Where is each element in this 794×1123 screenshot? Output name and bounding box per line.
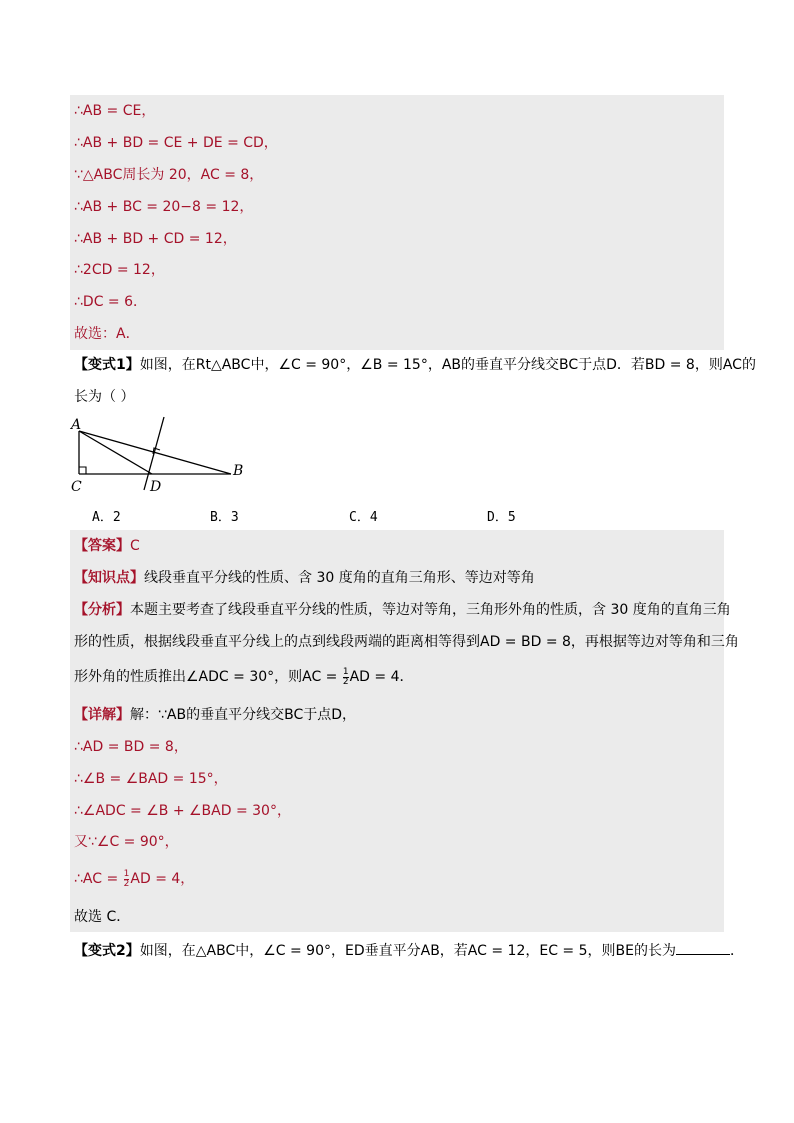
fraction-numerator: 1 xyxy=(123,868,130,879)
solution-line: ∴AB + BC = 20−8 = 12， xyxy=(74,199,254,215)
variant2-tag: 【变式2】 xyxy=(74,943,140,959)
solution-line: ∴AB + BD = CE + DE = CD， xyxy=(74,135,278,151)
segment-ad xyxy=(79,431,152,474)
right-angle-mark-c xyxy=(79,467,86,474)
answer-line xyxy=(74,536,140,556)
analysis-tag: 【分析】 xyxy=(74,602,130,618)
label-b: B xyxy=(233,463,244,479)
variant1-question-text: 如图，在Rt△ABC中，∠C = 90°，∠B = 15°，AB的垂直平分线交BC于点D．若BD = 8，则AC的 xyxy=(139,357,756,373)
option-d: D．5 xyxy=(487,510,516,525)
segment-ab xyxy=(79,431,231,474)
variant1-question-line2: 长为（ ） xyxy=(74,389,135,405)
analysis-text-1: 本题主要考查了线段垂直平分线的性质，等边对等角，三角形外角的性质，含 30 度角的直角三角 xyxy=(130,602,731,618)
option-b: B．3 xyxy=(210,510,239,525)
knowledge-line xyxy=(74,568,535,588)
solution-line: ∵△ABC周长为 20，AC = 8， xyxy=(74,167,264,183)
solution-line: ∴2CD = 12， xyxy=(74,262,165,278)
variant2-question xyxy=(74,940,744,961)
fraction-denominator: 2 xyxy=(123,878,130,889)
solution-line: ∴DC = 6． xyxy=(74,294,148,310)
detail-line: 又∵∠C = 90°， xyxy=(74,834,179,850)
solution-line: ∴AB = CE， xyxy=(74,103,156,119)
analysis-line1 xyxy=(74,600,731,620)
variant1-question-line1 xyxy=(74,355,756,375)
detail-line-intro xyxy=(74,705,356,725)
variant2-text: 如图，在△ABC中，∠C = 90°，ED垂直平分AB，若AC = 12，EC = 5，则BE的长为 xyxy=(139,943,676,959)
answer-value: C xyxy=(130,538,140,554)
variant1-tag: 【变式1】 xyxy=(74,357,140,373)
knowledge-text: 线段垂直平分线的性质、含 30 度角的直角三角形、等边对等角 xyxy=(144,570,535,586)
detail-last-post: AD = 4， xyxy=(130,871,195,887)
detail-conclusion: 故选 C． xyxy=(74,909,131,925)
fraction-half xyxy=(124,870,130,889)
detail-line: ∴AD = BD = 8， xyxy=(74,739,188,755)
label-a: A xyxy=(71,417,82,433)
solution-conclusion: 故选：A． xyxy=(74,326,140,342)
detail-line-last xyxy=(74,869,194,889)
fraction-half xyxy=(343,668,349,687)
label-c: C xyxy=(71,479,82,495)
analysis-line2: 形的性质，根据线段垂直平分线上的点到线段两端的距离相等得到AD = BD = 8，再根据等边对等角和三角 xyxy=(74,634,739,650)
triangle-figure xyxy=(68,415,253,495)
option-c: C．4 xyxy=(349,510,378,525)
analysis-text-3b: AD = 4． xyxy=(349,669,414,685)
detail-tag: 【详解】 xyxy=(74,707,130,723)
detail-intro-text: 解：∵AB的垂直平分线交BC于点D， xyxy=(130,707,357,723)
option-a: A．2 xyxy=(92,510,121,525)
detail-line: ∴∠B = ∠BAD = 15°， xyxy=(74,771,228,787)
analysis-text-3a: 形外角的性质推出∠ADC = 30°，则AC = xyxy=(74,669,342,685)
detail-line: ∴∠ADC = ∠B + ∠BAD = 30°， xyxy=(74,803,291,819)
fraction-numerator: 1 xyxy=(342,666,349,677)
fraction-denominator: 2 xyxy=(342,676,349,687)
knowledge-tag: 【知识点】 xyxy=(74,570,144,586)
analysis-line3 xyxy=(74,667,414,687)
answer-blank xyxy=(676,940,730,955)
detail-last-pre: ∴AC = xyxy=(74,871,123,887)
variant2-end: ． xyxy=(729,943,744,959)
answer-tag: 【答案】 xyxy=(74,538,130,554)
label-d: D xyxy=(150,479,162,495)
solution-line: ∴AB + BD + CD = 12， xyxy=(74,231,237,247)
